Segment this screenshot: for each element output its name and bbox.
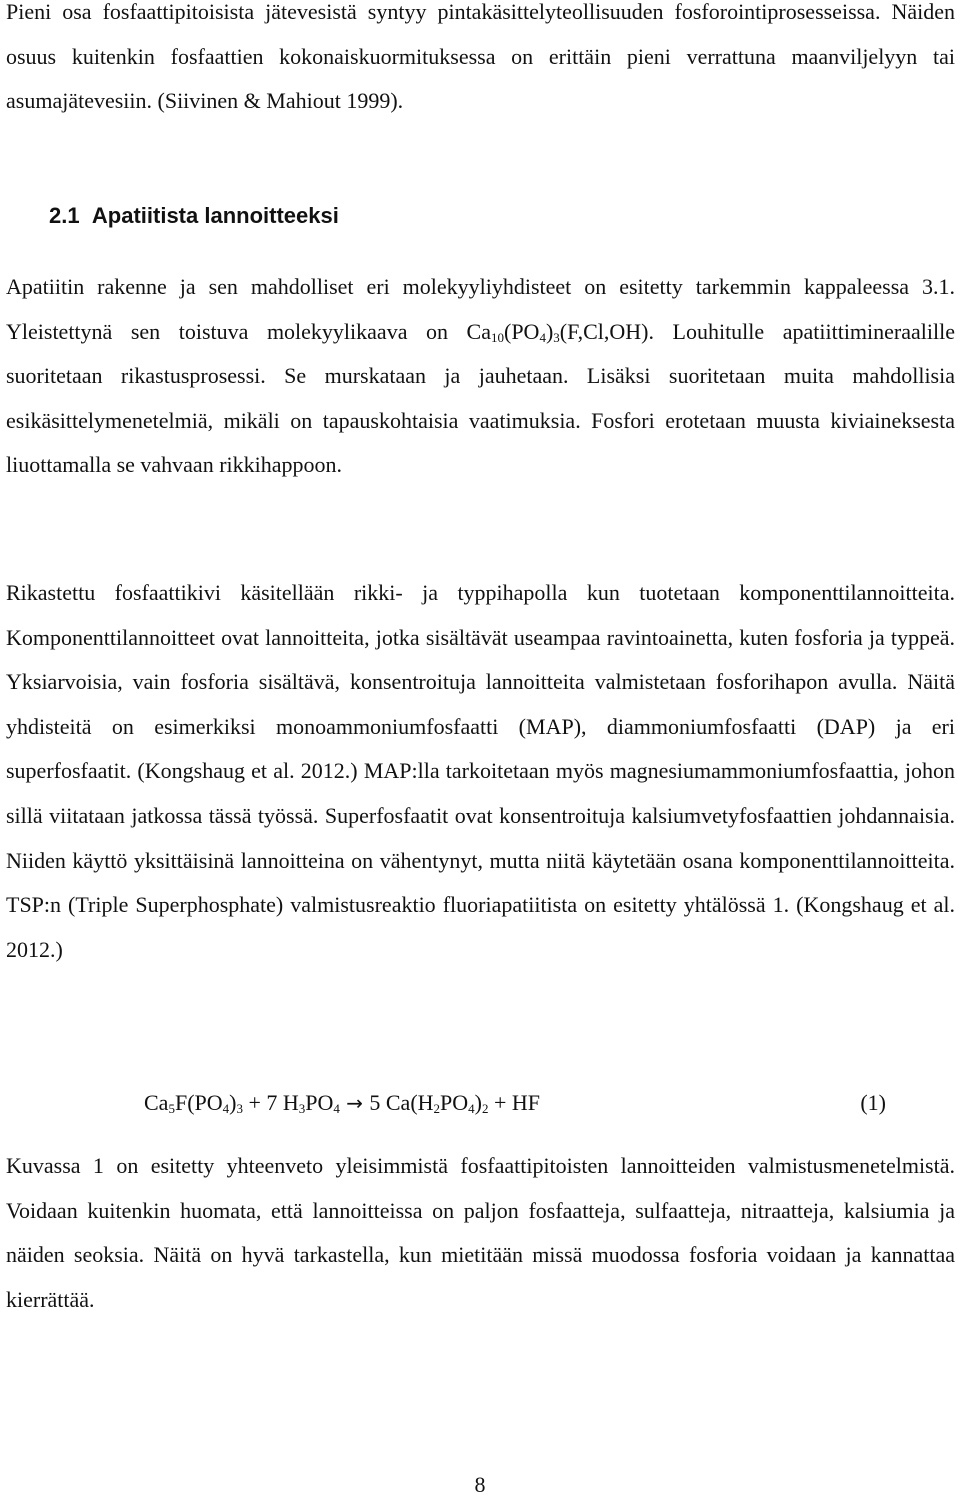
eq-term: )	[229, 1090, 237, 1115]
paragraph-intro: Pieni osa fosfaattipitoisista jätevesistä syntyy pintakäsittelyteollisuuden fosforointiprosesseissa. Näiden osuus kuitenkin fosfaattien kokonaiskuormituksessa on erittäin pieni verrattuna maanviljelyyn tai asumajätevesiin. (Siivinen & Mahiout 1999).	[6, 0, 955, 114]
section-title: Apatiitista lannoitteeksi	[91, 203, 339, 228]
equation-formula	[144, 1090, 540, 1116]
eq-subscript: 3	[298, 1101, 306, 1116]
page-number: 8	[474, 1472, 486, 1497]
eq-subscript: 3	[236, 1101, 243, 1116]
eq-subscript: 4	[468, 1101, 475, 1116]
equation-number: (1)	[860, 1090, 886, 1115]
text-segment: (F,Cl,OH). Louhitulle apatiittimineraalille suoritetaan rikastusprosessi. Se murskataan ja jauhetaan. Lisäksi suoritetaan muita mahdollisia esikäsittelymenetelmiä, mikäli on tapauskohtaisia vaatimuksia. Fosfori erotetaan muusta kiviaineksesta liuottamalla se vahvaan rikkihappoon.	[6, 318, 955, 478]
eq-term: 5 Ca(H	[369, 1090, 434, 1115]
text-segment: )	[545, 318, 554, 344]
eq-subscript: 5	[168, 1101, 175, 1116]
eq-subscript: 2	[481, 1101, 489, 1116]
paragraph-summary: Kuvassa 1 on esitetty yhteenveto yleisimmistä fosfaattipitoisten lannoitteiden valmistusmenetelmistä. Voidaan kuitenkin huomata, että lannoitteissa on paljon fosfaatteja, sulfaatteja, nitraatteja, kalsiumia ja näiden seoksia. Näitä on hyvä tarkastella, kun mietitään missä muodossa fosforia voidaan ja kannattaa kierrättää.	[6, 1153, 955, 1312]
equation-1	[6, 1086, 886, 1126]
eq-term: Ca	[144, 1090, 169, 1115]
eq-term: F(PO	[174, 1090, 223, 1115]
eq-term: + 7 H	[242, 1090, 299, 1115]
section-number: 2.1	[49, 203, 80, 228]
eq-subscript: 4	[222, 1101, 230, 1116]
subscript: 4	[539, 329, 546, 345]
section-heading	[49, 203, 339, 229]
eq-term: PO	[305, 1090, 334, 1115]
eq-subscript: 4	[333, 1101, 340, 1116]
text-segment: Apatiitin rakenne ja sen mahdolliset eri molekyyliyhdisteet on esitetty tarkemmin kappaleessa 3.1. Yleistettynä sen toistuva molekyylikaava on Ca	[6, 274, 955, 344]
eq-term: )	[474, 1090, 482, 1115]
subscript: 10	[491, 329, 504, 345]
eq-term: PO	[440, 1090, 469, 1115]
reaction-arrow-icon: →	[339, 1091, 370, 1115]
paragraph-apatite	[6, 265, 955, 488]
paragraph-fertilizers: Rikastettu fosfaattikivi käsitellään rikki- ja typpihapolla kun tuotetaan komponenttilannoitteita. Komponenttilannoitteet ovat lannoitteita, jotka sisältävät useampaa ravintoainetta, kuten fosforia ja typpeä. Yksiarvoisia, vain fosforia sisältävä, konsentroituja lannoitteita valmistetaan fosforihapon avulla. Näitä yhdisteitä on esimerkiksi monoammoniumfosfaatti (MAP), diammoniumfosfaatti (DAP) ja eri superfosfaatit. (Kongshaug et al. 2012.) MAP:lla tarkoitetaan myös magnesiumammoniumfosfaattia, johon sillä viitataan jatkossa tässä työssä. Superfosfaatit ovat konsentroituja kalsiumvetyfosfaattien johdannaisia. Niiden käyttö yksittäisinä lannoitteina on vähentynyt, mutta niitä käytetään osana komponenttilannoitteita. TSP:n (Triple Superphosphate) valmistusreaktio fluoriapatiitista on esitetty yhtälössä 1. (Kongshaug et al. 2012.)	[6, 580, 955, 962]
eq-subscript: 2	[433, 1101, 441, 1116]
subscript: 3	[553, 329, 560, 345]
eq-term: + HF	[488, 1090, 541, 1115]
text-segment: (PO	[504, 318, 540, 344]
